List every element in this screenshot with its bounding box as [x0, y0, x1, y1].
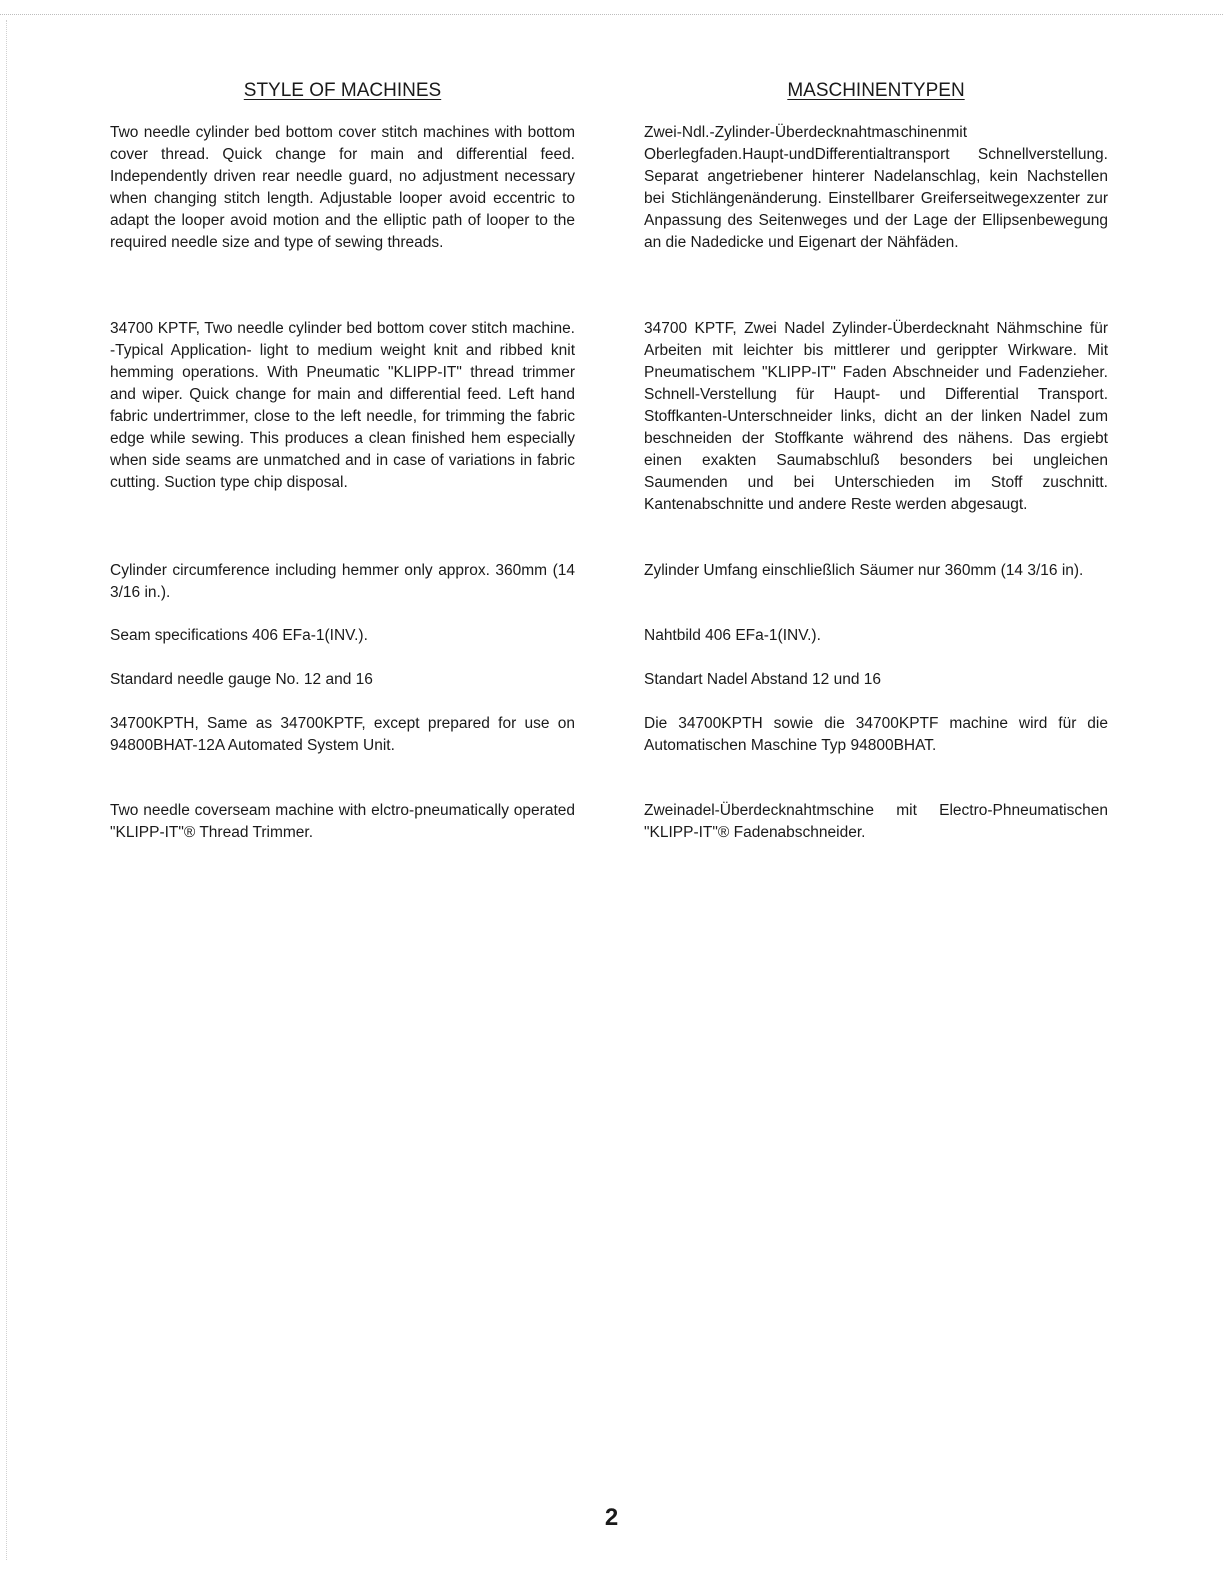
- german-paragraph-2: 34700 KPTF, Zwei Nadel Zylinder-Überdecknaht Nähmschine für Arbeiten mit leichter bis mittlerer und gerippter Wirkware. Mit Pneumatischem "KLIPP-IT" Faden Abschneider und Fadenzieher. Schnell-Verstellung für Haupt- und Differential Transport. Stoffkanten-Unterschneider links, dicht an der linken Nadel zum beschneiden der Stoffkante während des nähens. Das ergiebt einen exakten Saumabschluß besonders bei ungleichen Saumenden und bei Unterschieden im Stoff zuschnitt. Kantenabschnitte und andere Reste werden abgesaugt.: [644, 320, 1108, 513]
- scan-top-rule: [0, 14, 1223, 15]
- english-paragraph-1: Two needle cylinder bed bottom cover stitch machines with bottom cover thread. Quick change for main and differential feed. Independently driven rear needle guard, no adjustment necessary when changing stitch length. Adjustable looper avoid eccentric to adapt the looper avoid motion and the elliptic path of looper to the required needle size and type of sewing threads.: [110, 124, 575, 251]
- english-paragraph-2: 34700 KPTF, Two needle cylinder bed bottom cover stitch machine. -Typical Application- light to medium weight knit and ribbed knit hemming operations. With Pneumatic "KLIPP-IT" thread trimmer and wiper. Quick change for main and differential feed. Left hand fabric undertrimmer, close to the left needle, for trimming the fabric edge while sewing. This produces a clean finished hem especially when side seams are unmatched and in case of variations in fabric cutting. Suction type chip disposal.: [110, 320, 575, 491]
- page-number: 2: [604, 1504, 619, 1531]
- german-paragraph-7: Zweinadel-Überdecknahtmschine mit Electro-Phneumatischen "KLIPP-IT"® Fadenabschneider.: [644, 802, 1108, 841]
- english-column: [110, 78, 575, 841]
- german-paragraph-6: Die 34700KPTH sowie die 34700KPTF machine wird für die Automatischen Maschine Typ 94800BHAT.: [644, 715, 1108, 754]
- german-paragraph-4: Nahtbild 406 EFa-1(INV.).: [644, 627, 821, 644]
- english-paragraph-5: Standard needle gauge No. 12 and 16: [110, 671, 373, 688]
- english-paragraph-6: 34700KPTH, Same as 34700KPTF, except prepared for use on 94800BHAT-12A Automated System Unit.: [110, 715, 575, 754]
- english-paragraph-3: Cylinder circumference including hemmer only approx. 360mm (14 3/16 in.).: [110, 562, 575, 601]
- english-paragraph-4: Seam specifications 406 EFa-1(INV.).: [110, 627, 368, 644]
- german-paragraph-3: Zylinder Umfang einschließlich Säumer nur 360mm (14 3/16 in).: [644, 562, 1084, 579]
- english-paragraph-7: Two needle coverseam machine with elctro-pneumatically operated "KLIPP-IT"® Thread Trimmer.: [110, 802, 575, 841]
- german-column: [644, 78, 1108, 841]
- german-paragraph-1: Zwei-Ndl.-Zylinder-Überdecknahtmaschinenmit Oberlegfaden.Haupt-undDifferentialtransport Schnellverstellung. Separat angetriebener hinterer Nadelanschlag, kein Nachstellen bei Stichlängenänderung. Einstellbarer Greiferseitwegexzenter zur Anpassung des Seitenweges und der Lage der Ellipsenbewegung an die Nadedicke und Eigenart der Nähfäden.: [644, 124, 1108, 251]
- german-paragraph-5: Standart Nadel Abstand 12 und 16: [644, 671, 881, 688]
- english-heading: STYLE OF MACHINES: [243, 80, 442, 101]
- scan-left-edge: [6, 20, 7, 1560]
- german-heading: MASCHINENTYPEN: [787, 80, 965, 101]
